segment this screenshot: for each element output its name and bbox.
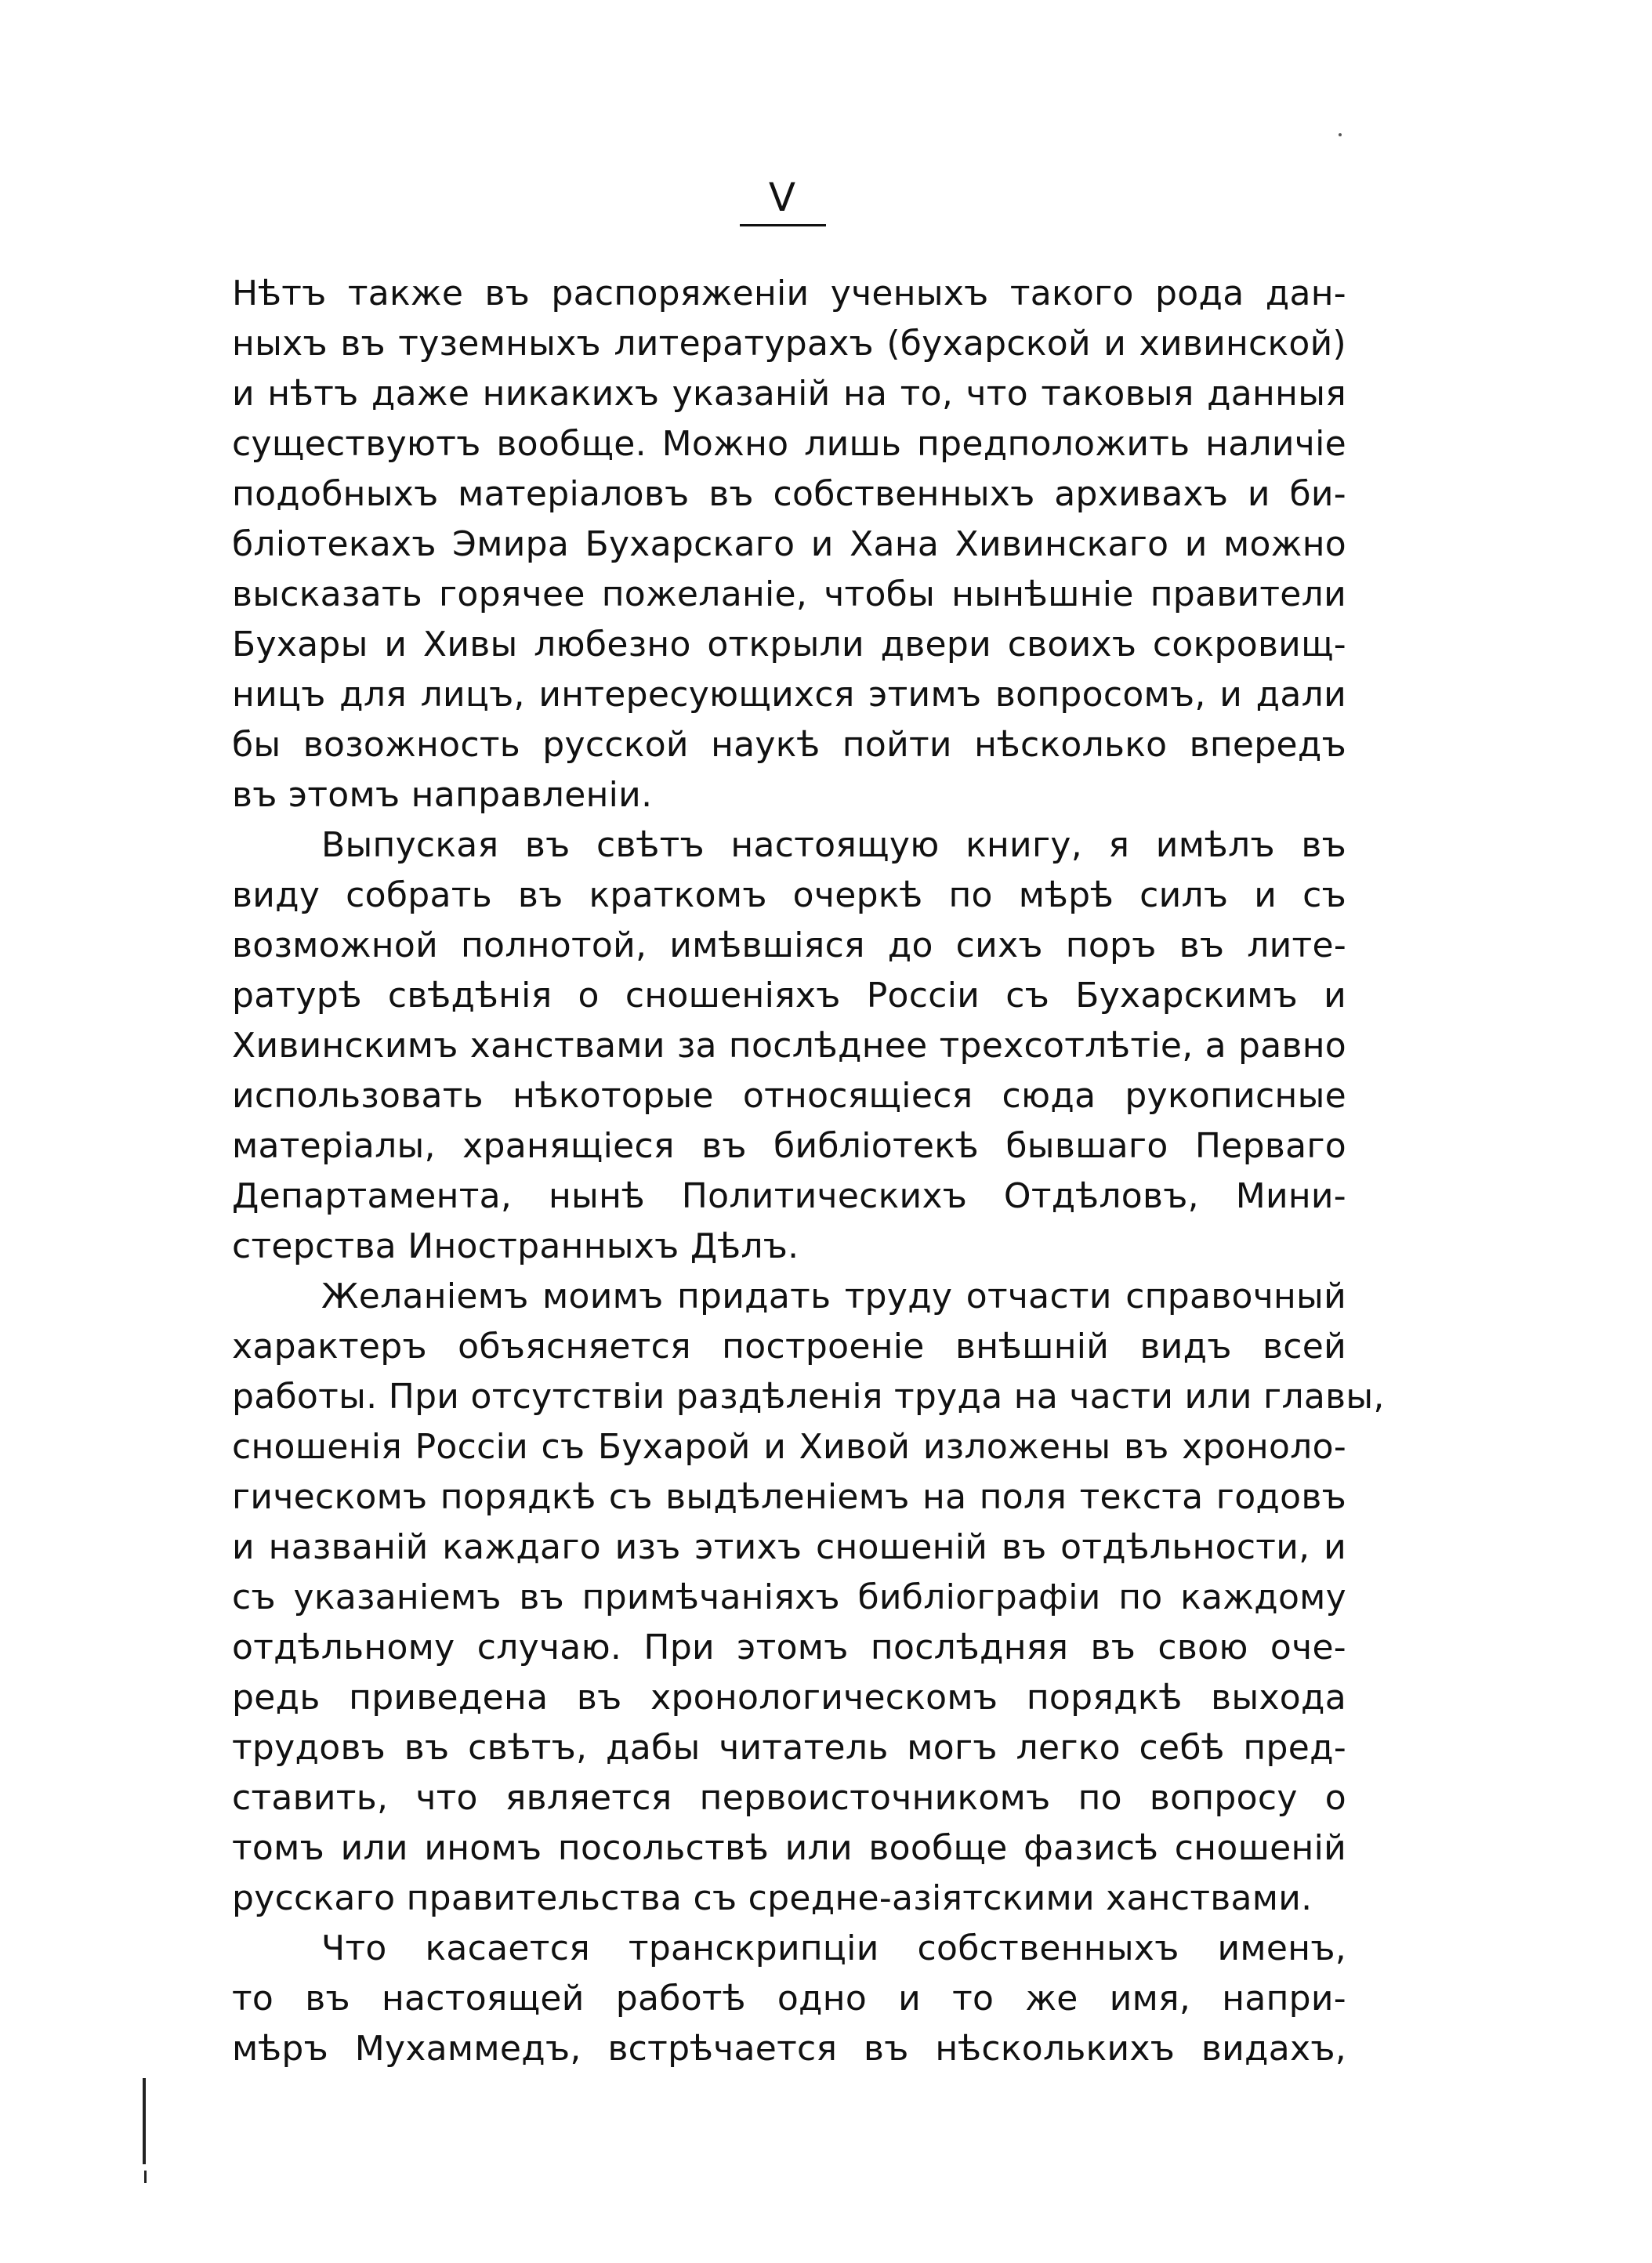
- text-line: то въ настоящей работѣ одно и то же имя, напри-: [232, 1979, 1346, 2019]
- text-line: и нѣтъ даже никакихъ указаній на то, что таковыя данныя: [232, 374, 1346, 414]
- text-line: характеръ объясняется построеніе внѣшній видъ всей: [232, 1327, 1346, 1367]
- text-line: бы возожность русской наукѣ пойти нѣсколько впередъ: [232, 725, 1346, 765]
- paragraph-first-line: Желаніемъ моимъ придать труду отчасти справочный: [321, 1276, 1346, 1316]
- scan-speck: [1339, 133, 1342, 136]
- text-line: использовать нѣкоторые относящіеся сюда рукописные: [232, 1076, 1346, 1116]
- text-line: виду собрать въ краткомъ очеркѣ по мѣрѣ силъ и съ: [232, 875, 1346, 915]
- paragraph-first-line: Выпуская въ свѣтъ настоящую книгу, я имѣлъ въ: [321, 825, 1346, 865]
- text-line: и названій каждаго изъ этихъ сношеній въ отдѣльности, и: [232, 1527, 1346, 1567]
- paragraph-first-line: Что касается транскрипціи собственныхъ именъ,: [321, 1928, 1346, 1968]
- text-line: русскаго правительства съ средне-азіятскими ханствами.: [232, 1878, 1313, 1918]
- text-line: съ указаніемъ въ примѣчаніяхъ библіографіи по каждому: [232, 1577, 1346, 1617]
- text-line: ратурѣ свѣдѣнія о сношеніяхъ Россіи съ Бухарскимъ и: [232, 976, 1346, 1016]
- text-line: отдѣльному случаю. При этомъ послѣдняя въ свою оче-: [232, 1628, 1346, 1667]
- text-line: возможной полнотой, имѣвшіяся до сихъ поръ въ лите-: [232, 925, 1346, 965]
- text-line: Департамента, нынѣ Политическихъ Отдѣловъ, Мини-: [232, 1176, 1346, 1216]
- text-line: гическомъ порядкѣ съ выдѣленіемъ на поля текста годовъ: [232, 1477, 1346, 1517]
- text-line: Бухары и Хивы любезно открыли двери своихъ сокровищ-: [232, 625, 1346, 664]
- text-line: матеріалы, хранящіеся въ библіотекѣ бывшаго Перваго: [232, 1126, 1346, 1166]
- text-line: подобныхъ матеріаловъ въ собственныхъ архивахъ и би-: [232, 474, 1346, 514]
- text-line: существуютъ вообще. Можно лишь предположить наличіе: [232, 424, 1346, 464]
- text-line: трудовъ въ свѣтъ, дабы читатель могъ легко себѣ пред-: [232, 1728, 1346, 1768]
- text-line: Хивинскимъ ханствами за послѣднее трехсотлѣтіе, а равно: [232, 1026, 1346, 1066]
- margin-scan-mark-tail: [144, 2171, 147, 2183]
- text-line: ставить, что является первоисточникомъ по вопросу о: [232, 1778, 1346, 1818]
- text-line: томъ или иномъ посольствѣ или вообще фазисѣ сношеній: [232, 1828, 1346, 1868]
- text-line: стерства Иностранныхъ Дѣлъ.: [232, 1226, 799, 1266]
- text-line: въ этомъ направленіи.: [232, 775, 653, 815]
- text-line: бліотекахъ Эмира Бухарскаго и Хана Хивинскаго и можно: [232, 524, 1346, 564]
- text-line: Нѣтъ также въ распоряженіи ученыхъ такого рода дан-: [232, 273, 1346, 313]
- text-line: высказать горячее пожеланіе, чтобы нынѣшніе правители: [232, 574, 1346, 614]
- text-line: работы. При отсутствіи раздѣленія труда на части или главы,: [232, 1377, 1385, 1417]
- page-number: V: [768, 175, 798, 220]
- text-line: мѣръ Мухаммедъ, встрѣчается въ нѣсколькихъ видахъ,: [232, 2029, 1346, 2069]
- text-line: ныхъ въ туземныхъ литературахъ (бухарской и хивинской): [232, 324, 1346, 364]
- text-line: редь приведена въ хронологическомъ порядкѣ выхода: [232, 1678, 1346, 1718]
- page-number-rule: [740, 224, 826, 226]
- text-line: сношенія Россіи съ Бухарой и Хивой изложены въ хроноло-: [232, 1427, 1346, 1467]
- margin-scan-mark: [143, 2078, 146, 2164]
- text-line: ницъ для лицъ, интересующихся этимъ вопросомъ, и дали: [232, 675, 1346, 715]
